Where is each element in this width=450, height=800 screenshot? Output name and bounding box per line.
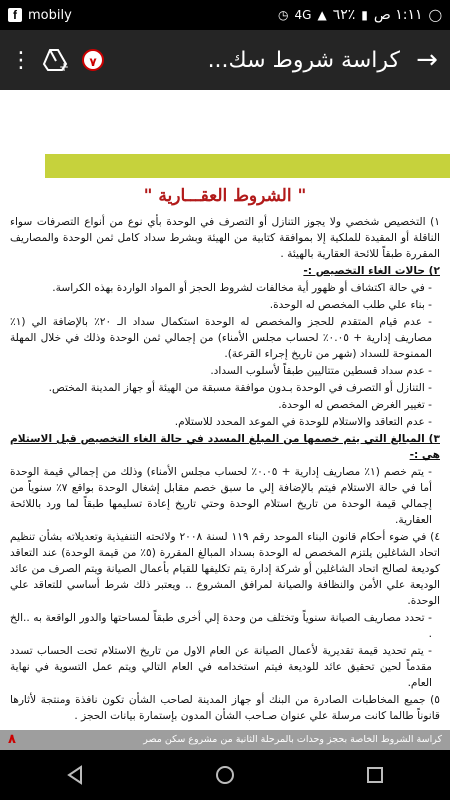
paragraph: - عدم سداد قسطين متتاليين طبقاً لأسلوب السداد. [210, 365, 432, 377]
paragraph: ٣) المبالغ التي يتم خصمها من المبلغ المسدد في حالة الغاء التخصيص قبل الاستلام هي :- [10, 433, 440, 461]
recents-nav-button[interactable] [355, 755, 395, 795]
battery-icon: ▮ [361, 8, 368, 22]
paragraph: - تحدد مصاريف الصيانة سنوياً وتختلف من وحدة إلي أخرى طبقاً لمساحتها والدور الواقعة به ..الخ . [10, 612, 432, 640]
status-bar [0, 0, 450, 30]
section-heading: " الشروط العقـــارية " [143, 186, 307, 206]
paragraph: ١) التخصيص شخصي ولا يجوز التنازل أو التصرف في الوحدة بأي نوع من أنواع التصرفات سواء الناقلة أو المقيدة للملكية إلا بموافقة كتابية من الهيئة وبشرط سداد كامل ثمن الوحدة والمصاريف المقررة طبقاً للائحة العقارية بالهيئة . [10, 216, 440, 260]
document-viewer[interactable] [0, 90, 450, 750]
paragraph: ٤) في ضوء أحكام قانون البناء الموحد رقم ١١٩ لسنة ٢٠٠٨ ولائحته التنفيذية وتعديلاته بشأن تنظيم اتحاد الشاغلين يلتزم المخصص له الوحدة بسداد المبالغ المقررة (٥٪ من قيمة الوحدة) عند التعاقد كوديعة لصالح اتحاد الشاغلين أو شركة إدارة يتم تكليفها للقيام بأعمال الصيانة ويتم الصرف من عائد الوديعة علي الأمن والنظافة والصيانة لمرافق المشروع .. ويعتبر ذلك شرط أساسي للتعاقد علي الوحدة. [10, 531, 441, 607]
paragraph: - يتم تحديد قيمة تقديرية لأعمال الصيانة عن العام الاول من تاريخ الاستلام تحت الحساب تسدد مقدماً لحين تحقيق عائد للوديعة فيتم استخدامه في العام التالي ويتم عمل التسوية في نهاية العام. [10, 645, 432, 689]
signal-icon: ▲ [317, 8, 327, 22]
svg-text:+: + [59, 60, 70, 74]
add-to-drive-icon[interactable] [42, 48, 68, 72]
document-title: كراسة شروط سك... [207, 47, 400, 73]
green-header-bar [45, 154, 450, 178]
document-body [10, 214, 440, 734]
paragraph: - بناء علي طلب المخصص له الوحدة. [269, 299, 432, 311]
app-bar [0, 30, 450, 90]
back-triangle-icon [65, 765, 85, 785]
clock: ١:١١ ص [373, 7, 423, 23]
back-arrow-icon[interactable]: → [416, 45, 438, 75]
paragraph: - في حالة اكتشاف أو ظهور أية مخالفات لشروط الحجز أو المواد الواردة بهذه الكراسة. [52, 282, 432, 294]
navigation-bar [0, 750, 450, 800]
page-footer: كراسة الشروط الخاصة بحجز وحدات بالمرحلة الثانية من مشروع سكن مصر [0, 730, 450, 750]
back-nav-button[interactable] [55, 755, 95, 795]
app-bar-actions [10, 48, 104, 73]
paragraph: - عدم قيام المتقدم للحجز والمخصص له الوحدة استكمال سداد الـ ٢٠٪ بالإضافة الي (١٪ مصاريف إدارية + ٠.٠٥٪ لحساب مجلس الأمناء) من إجمالي ثمن الوحدة وذلك في خلال المهلة الممنوحة للسداد (شهر من تاريخ إجراء القرعة). [10, 316, 432, 360]
home-nav-button[interactable] [205, 755, 245, 795]
paragraph: - يتم خصم (١٪ مصاريف إدارية + ٠.٠٥٪ لحساب مجلس الأمناء) وذلك من إجمالي قيمة الوحدة أما في حالة الاستلام فيتم بالإضافة إلي ما سبق خصم مقابل إشغال الوحدة بواقع ٧٪ سنوياً من إجمالي قيمة الوحدة من تاريخ استلام الوحدة وحتي تاريخ إعادة تسليمها طبقاً لما ورد باللائحة العقارية. [10, 466, 432, 526]
facebook-notification-icon: f [8, 8, 22, 22]
more-options-icon[interactable]: ⋮ [10, 47, 32, 73]
whatsapp-icon: ◯ [428, 8, 442, 22]
paragraph: - عدم التعاقد والاستلام للوحدة في الموعد المحدد للاستلام. [174, 416, 432, 428]
network-label: 4G [294, 8, 312, 22]
home-circle-icon [214, 764, 236, 786]
recents-square-icon [365, 765, 385, 785]
footer-page-number: ٨ [8, 732, 16, 747]
alarm-icon: ◷ [278, 8, 289, 22]
status-right [278, 7, 442, 23]
document-page[interactable] [0, 90, 450, 750]
carrier-name: mobily [28, 7, 72, 23]
page-number-badge: ٧ [82, 49, 104, 71]
paragraph: - التنازل أو التصرف في الوحدة بـدون موافقة مسبقة من الهيئة أو جهاز المدينة المختص. [48, 382, 432, 394]
status-left [8, 8, 72, 23]
paragraph: ٥) جميع المخاطبات الصادرة من البنك أو جهاز المدينة لصاحب الشأن تكون نافذة ومنتجة لأثارها قانوناً طالما كانت مرسلة علي عنوان صـاحب الشأن المدون بإستمارة بيانات الحجز . [10, 694, 440, 722]
battery-percent: ٦٢٪ [332, 7, 356, 23]
paragraph: - تغيير الغرض المخصص له الوحدة. [278, 399, 432, 411]
paragraph: ٢) حالات الغاء التخصيص :- [303, 265, 440, 277]
